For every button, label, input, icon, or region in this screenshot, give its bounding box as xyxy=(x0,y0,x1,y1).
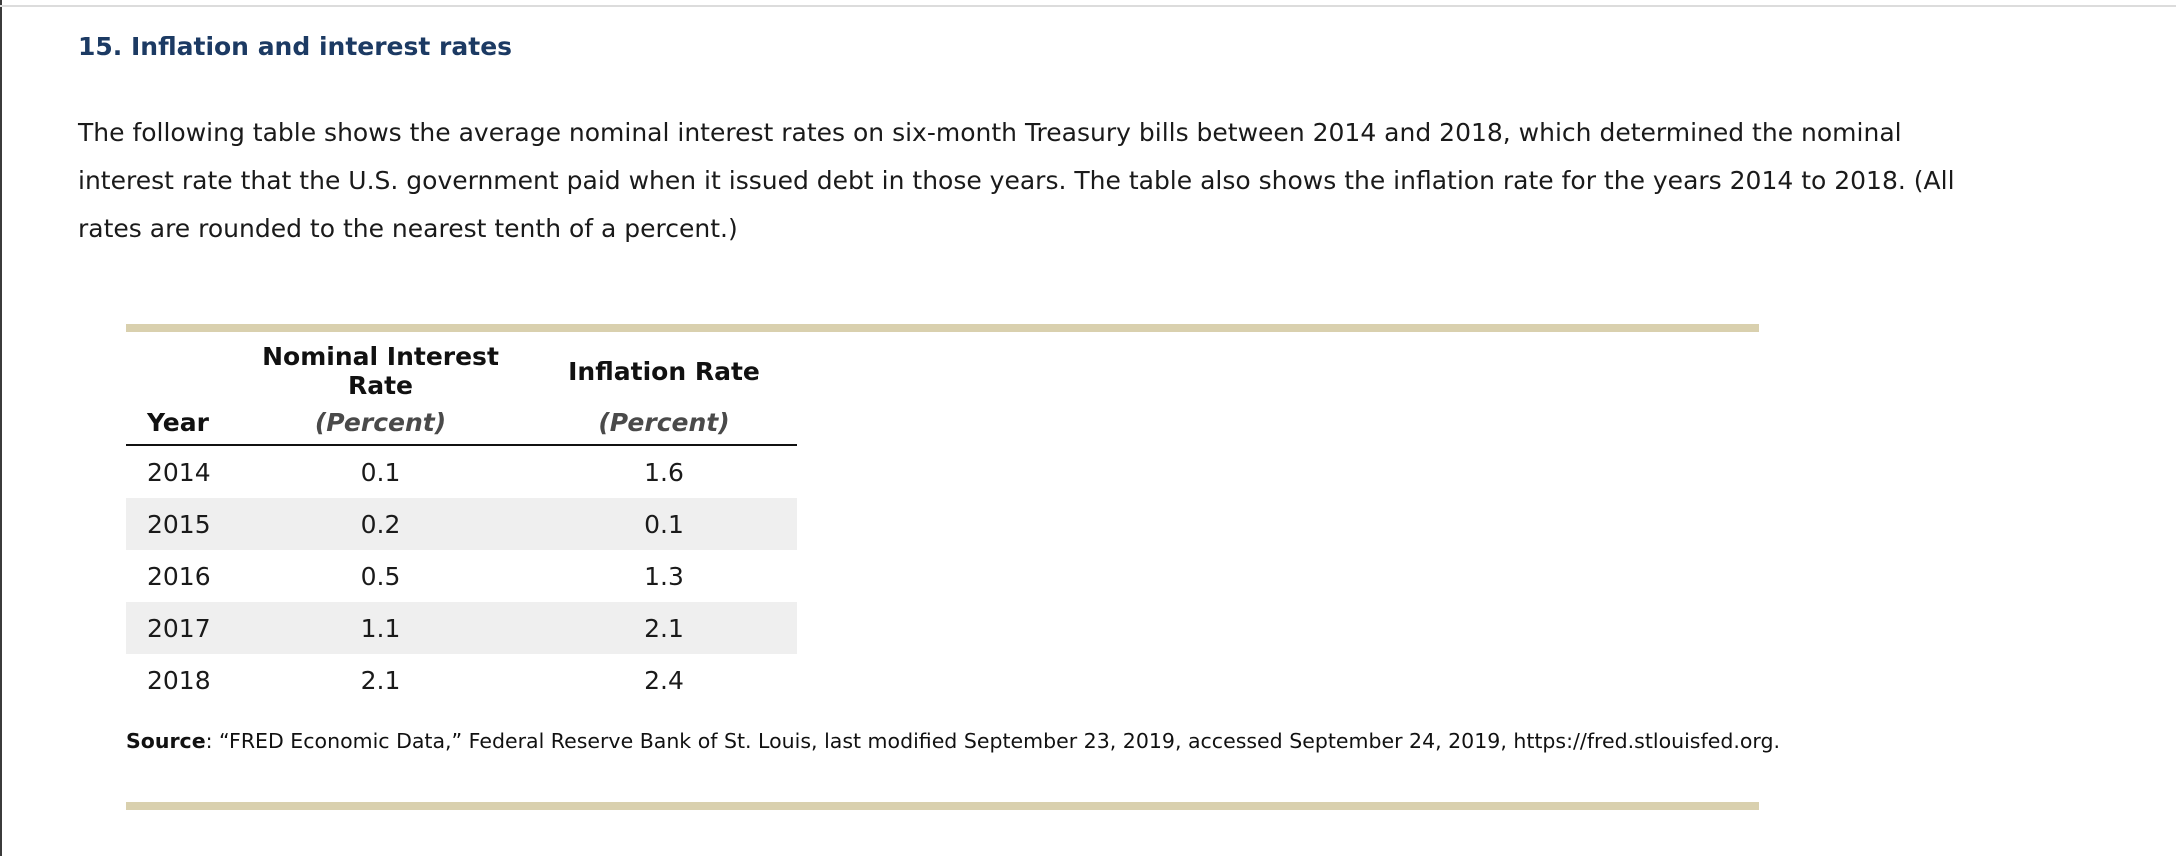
cell-inflation-rate: 2.1 xyxy=(531,602,797,654)
table-row xyxy=(126,498,797,550)
table-top-rule xyxy=(126,324,1759,332)
rates-table xyxy=(126,342,797,706)
table-row xyxy=(126,550,797,602)
top-divider xyxy=(0,5,2176,7)
cell-nominal-rate: 0.2 xyxy=(230,498,531,550)
header-inflation-unit: (Percent) xyxy=(531,400,797,445)
table-bottom-rule xyxy=(126,802,1759,810)
cell-inflation-rate: 2.4 xyxy=(644,665,684,695)
cell-year: 2015 xyxy=(126,498,230,550)
table-row xyxy=(126,602,797,654)
source-note xyxy=(126,729,1780,753)
source-text: : “FRED Economic Data,” Federal Reserve Bank of St. Louis, last modified September 23, 2019, accessed September 24, 2019, https://fred.stlouisfed.org. xyxy=(205,729,1780,753)
header-nominal-unit: (Percent) xyxy=(230,400,531,445)
cell-year: 2018 xyxy=(147,665,211,695)
question-intro: The following table shows the average nominal interest rates on six-month Treasury bills between 2014 and 2018, which determined the nominal interest rate that the U.S. government paid when it issued debt in those years. The table also shows the inflation rate for the years 2014 to 2018. (All rates are rounded to the nearest tenth of a percent.) xyxy=(78,118,1955,243)
table-row xyxy=(126,445,797,498)
table-row xyxy=(126,654,797,706)
question-title: 15. Inflation and interest rates xyxy=(78,32,513,61)
cell-nominal-rate: 1.1 xyxy=(230,602,531,654)
source-label: Source xyxy=(126,729,206,753)
cell-year: 2017 xyxy=(126,602,230,654)
header-nominal-rate: Nominal Interest Rate xyxy=(262,342,499,400)
cell-inflation-rate: 1.6 xyxy=(644,457,684,487)
cell-inflation-rate: 1.3 xyxy=(644,561,684,591)
header-inflation-rate: Inflation Rate xyxy=(568,356,760,386)
cell-inflation-rate: 0.1 xyxy=(531,498,797,550)
cell-nominal-rate: 0.5 xyxy=(360,561,401,591)
cell-year: 2014 xyxy=(147,457,211,487)
cell-year: 2016 xyxy=(147,561,211,591)
left-border xyxy=(0,0,2,856)
cell-nominal-rate: 0.1 xyxy=(360,457,401,487)
header-spacer xyxy=(126,342,230,400)
header-year: Year xyxy=(126,400,230,445)
cell-nominal-rate: 2.1 xyxy=(360,665,401,695)
